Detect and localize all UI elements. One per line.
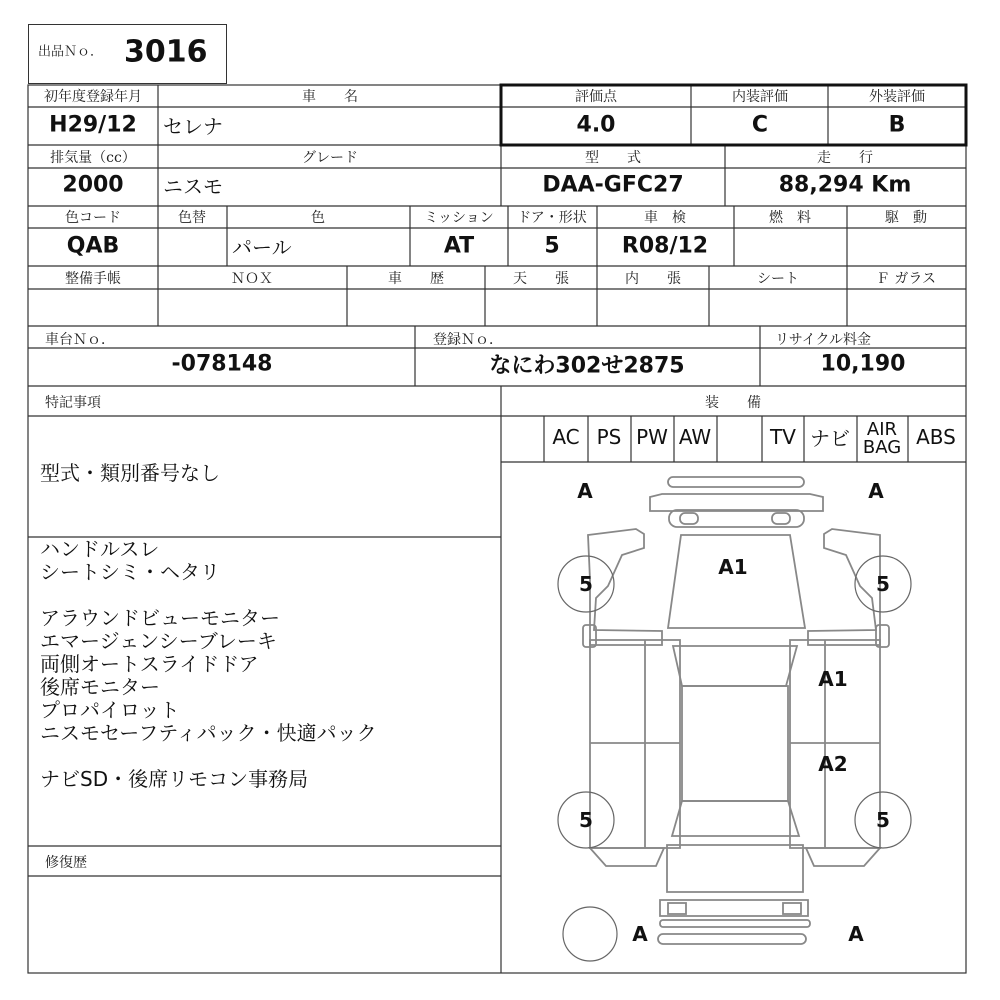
grade-value: ニスモ [163, 174, 223, 199]
rear-hatch [667, 845, 803, 892]
front-pillar [673, 646, 797, 686]
left-front-fender [588, 529, 662, 645]
equipment-navi: ナビ [810, 426, 850, 451]
lot-number: 3016 [124, 34, 208, 70]
reg-no-label: 登録Ｎｏ． [433, 332, 503, 348]
emblem [680, 513, 698, 524]
score-value: 4.0 [576, 112, 616, 138]
front-bumper [650, 494, 823, 511]
corner-front-right: A [868, 479, 884, 503]
inspection-label: 車 検 [644, 210, 686, 226]
corner-rear-right: A [848, 922, 864, 946]
lot-label: 出品Ｎｏ． [38, 44, 104, 60]
hood-grade: A1 [718, 555, 748, 579]
car-name-value: セレナ [163, 114, 223, 139]
exterior-label: 外装評価 [869, 89, 925, 105]
note-line: プロパイロット [40, 698, 180, 722]
note-line: 両側オートスライドドア [40, 652, 259, 676]
tire-front-left: 5 [579, 572, 593, 596]
exterior-value: B [888, 112, 906, 138]
rear-lamp [783, 903, 801, 914]
notes-top: 型式・類別番号なし [40, 461, 220, 485]
right-rear-quarter [806, 848, 880, 866]
color-label: 色 [311, 210, 325, 226]
inspection-value: R08/12 [621, 233, 709, 259]
inner-label: 内 張 [625, 271, 681, 287]
first-reg-label: 初年度登録年月 [44, 89, 142, 105]
emblem [772, 513, 790, 524]
nox-label: ＮＯＸ [231, 271, 273, 287]
rear-bumper-lower [660, 920, 810, 927]
tire-rear-right: 5 [876, 808, 890, 832]
side-rear-grade: A2 [818, 752, 848, 776]
mileage-value: 88,294 Km [778, 172, 912, 198]
car-name-label: 車 名 [302, 89, 358, 105]
grade-label: グレード [302, 150, 358, 166]
rear-lamp [668, 903, 686, 914]
corner-front-left: A [577, 479, 593, 503]
reg-no-value: なにわ302せ2875 [489, 353, 685, 379]
drive-label: 駆 動 [885, 210, 927, 226]
side-front-grade: A1 [818, 667, 848, 691]
note-line: ナビSD・後席リモコン事務局 [40, 767, 309, 791]
mileage-label: 走 行 [817, 150, 873, 166]
repair-history-label: 修復歴 [45, 855, 87, 871]
roof [682, 686, 788, 801]
windshield-area [668, 535, 805, 628]
repaint-label: 色替 [178, 210, 206, 226]
spare-tire-circle [563, 907, 617, 961]
chassis-label: 車台Ｎｏ． [45, 332, 115, 348]
service-book-label: 整備手帳 [65, 271, 121, 287]
corner-rear-left: A [632, 922, 648, 946]
mission-label: ミッション [424, 210, 494, 226]
fuel-label: 燃 料 [769, 210, 811, 226]
front-bumper-top [668, 477, 804, 487]
equipment-aw: AW [678, 425, 712, 449]
equipment-abs: ABS [916, 425, 956, 449]
right-mirror [876, 625, 889, 647]
score-label: 評価点 [575, 89, 617, 105]
glass-label: Ｆ ガラス [875, 271, 937, 287]
left-rear-quarter [590, 848, 664, 866]
tire-front-right: 5 [876, 572, 890, 596]
chassis-value: -078148 [171, 351, 273, 377]
note-line: ハンドルスレ [40, 537, 160, 561]
equipment-title: 装 備 [705, 395, 761, 411]
note-line: エマージェンシーブレーキ [40, 629, 277, 653]
equipment-ac: AC [552, 425, 580, 449]
note-line: シートシミ・ヘタリ [40, 560, 220, 584]
model-label: 型 式 [585, 150, 641, 166]
first-reg-value: H29/12 [49, 112, 137, 138]
right-front-fender [808, 529, 880, 645]
interior-label: 内装評価 [732, 89, 788, 105]
equipment-airbag: AIR BAG [862, 419, 902, 458]
rear-bumper-step [658, 934, 806, 944]
interior-value: C [751, 112, 769, 138]
recycle-label: リサイクル料金 [775, 332, 872, 348]
color-value: パール [232, 235, 292, 260]
roof-label: 天 張 [513, 271, 569, 287]
displacement-label: 排気量（cc） [50, 150, 136, 166]
equipment-ps: PS [596, 425, 622, 449]
note-line: ニスモセーフティパック・快適パック [40, 721, 377, 745]
history-label: 車 歴 [388, 271, 444, 287]
displacement-value: 2000 [62, 172, 124, 198]
left-side-body [590, 640, 680, 848]
tire-rear-left: 5 [579, 808, 593, 832]
doors-value: 5 [544, 233, 560, 259]
rear-window [672, 801, 799, 836]
notes-title: 特記事項 [45, 395, 101, 411]
seat-label: シート [757, 271, 799, 287]
car-damage-diagram [501, 462, 966, 973]
model-value: DAA-GFC27 [542, 172, 684, 198]
doors-label: ドア・形状 [517, 210, 587, 226]
note-line: 後席モニター [40, 675, 160, 699]
equipment-tv: TV [770, 425, 796, 449]
mission-value: AT [443, 233, 475, 259]
recycle-value: 10,190 [820, 351, 906, 377]
equipment-pw: PW [636, 425, 668, 449]
note-line: アラウンドビューモニター [40, 606, 280, 630]
color-code-label: 色コード [65, 210, 121, 226]
color-code-value: QAB [66, 233, 120, 259]
